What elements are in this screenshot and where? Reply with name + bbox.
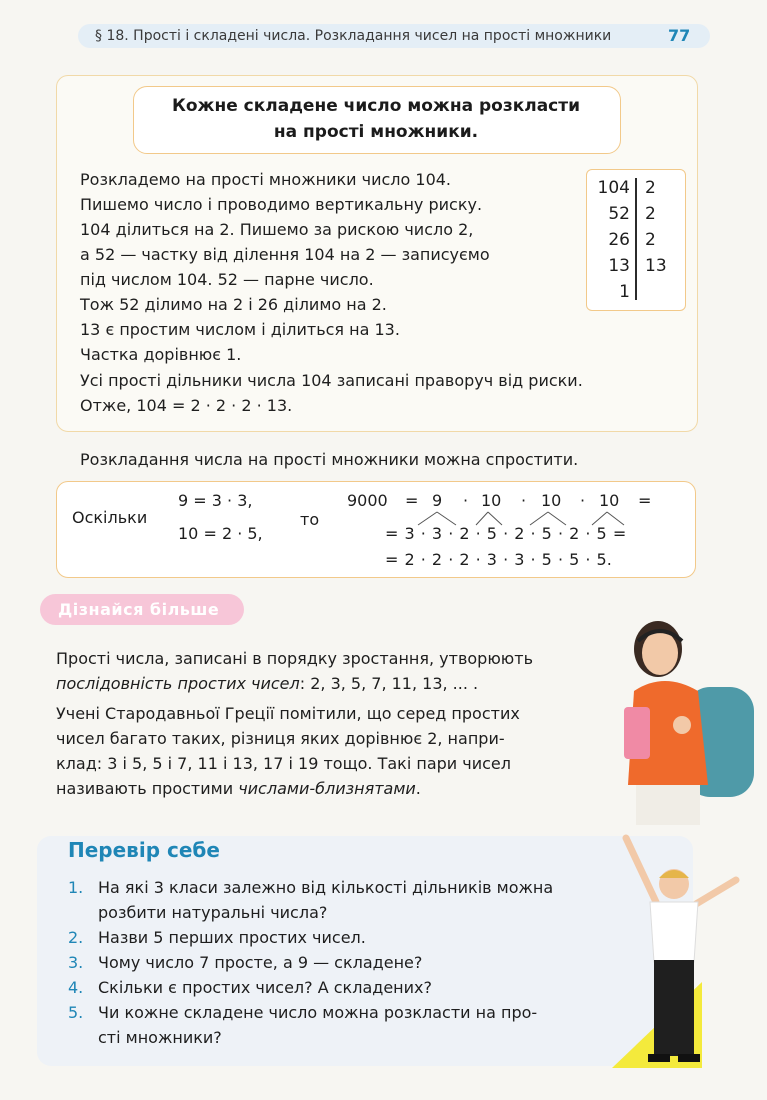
learn-more-label: Дізнайся більше bbox=[58, 600, 220, 619]
learn-more-line: Прості числа, записані в порядку зростання, утворюють bbox=[56, 649, 534, 668]
explanation-line: а 52 — частку від ділення 104 на 2 — записуємо bbox=[80, 245, 490, 264]
text-span: . bbox=[415, 779, 421, 798]
rule-line-2: на прості множники. bbox=[273, 122, 479, 142]
girl-illustration bbox=[616, 615, 764, 827]
equation-9: 9 = 3 · 3, bbox=[178, 491, 253, 510]
row3-expression: = 2 · 2 · 2 · 3 · 3 · 5 · 5 · 5. bbox=[385, 550, 612, 569]
check-yourself-title: Перевір себе bbox=[68, 838, 220, 862]
section-title: § 18. Прості і складені числа. Розкладання чисел на прості множники bbox=[95, 28, 612, 44]
explanation-line: Частка дорівнює 1. bbox=[80, 345, 242, 364]
explanation-line: Усі прості дільники числа 104 записані праворуч від риски. bbox=[80, 371, 583, 390]
learn-more-line: чисел багато таких, різниця яких дорівнює 2, напри- bbox=[56, 729, 505, 748]
equation-10: 10 = 2 · 5, bbox=[178, 524, 263, 543]
row1-token: · bbox=[463, 491, 469, 510]
since-label: Оскільки bbox=[72, 508, 148, 527]
page-number: 77 bbox=[668, 26, 691, 45]
italic-term: послідовність простих чисел bbox=[56, 674, 300, 693]
explanation-line: Отже, 104 = 2 · 2 · 2 · 13. bbox=[80, 396, 293, 415]
sequence-text: : 2, 3, 5, 7, 11, 13, ... . bbox=[299, 674, 479, 693]
explanation-line: 104 ділиться на 2. Пишемо за рискою число 2, bbox=[80, 220, 474, 239]
factor-left: 1 bbox=[619, 282, 630, 302]
text-span: називають простими bbox=[56, 779, 239, 798]
simplify-text: Розкладання числа на прості множники можна спростити. bbox=[80, 450, 579, 469]
factor-right: 2 bbox=[645, 230, 656, 250]
row1-token: 9000 bbox=[347, 491, 388, 510]
factor-left: 104 bbox=[597, 178, 630, 198]
explanation-line: Тож 52 ділимо на 2 і 26 ділимо на 2. bbox=[80, 295, 387, 314]
row1-token: · bbox=[521, 491, 527, 510]
row1-token: = bbox=[405, 491, 419, 510]
row1-token: 10 bbox=[599, 491, 620, 510]
question-text: Скільки є простих чисел? А складених? bbox=[98, 978, 432, 997]
learn-more-line: клад: 3 і 5, 5 і 7, 11 і 13, 17 і 19 тощо. Такі пари чисел bbox=[56, 754, 511, 773]
row1-token: = bbox=[638, 491, 652, 510]
question-number: 4. bbox=[68, 978, 84, 997]
row1-token: 10 bbox=[481, 491, 502, 510]
question-number: 5. bbox=[68, 1003, 84, 1022]
factor-left: 52 bbox=[608, 204, 630, 224]
explanation-line: Пишемо число і проводимо вертикальну риску. bbox=[80, 195, 483, 214]
question-number: 1. bbox=[68, 878, 84, 897]
italic-term: числами-близнятами bbox=[238, 779, 416, 798]
explanation-line: під числом 104. 52 — парне число. bbox=[80, 270, 374, 289]
question-text: Чому число 7 просте, а 9 — складене? bbox=[98, 953, 423, 972]
learn-more-line: Учені Стародавньої Греції помітили, що серед простих bbox=[56, 704, 520, 723]
factor-right: 13 bbox=[645, 256, 667, 276]
boy-illustration bbox=[612, 832, 752, 1068]
row1-token: 10 bbox=[541, 491, 562, 510]
question-number: 2. bbox=[68, 928, 84, 947]
vertical-bar bbox=[635, 178, 637, 300]
rule-line-1: Кожне складене число можна розкласти bbox=[171, 96, 581, 116]
factor-left: 13 bbox=[608, 256, 630, 276]
learn-more-line bbox=[56, 671, 478, 696]
question-text: Чи кожне складене число можна розкласти на про- bbox=[98, 1003, 538, 1022]
question-text: На які 3 класи залежно від кількості дільників можна bbox=[98, 878, 554, 897]
explanation-line: Розкладемо на прості множники число 104. bbox=[80, 170, 452, 189]
row1-token: 9 bbox=[432, 491, 443, 510]
explanation-line: 13 є простим числом і ділиться на 13. bbox=[80, 320, 400, 339]
then-label: то bbox=[300, 510, 320, 529]
factor-left: 26 bbox=[608, 230, 630, 250]
row2-expression: = 3 · 3 · 2 · 5 · 2 · 5 · 2 · 5 = bbox=[385, 524, 627, 543]
question-text: розбити натуральні числа? bbox=[98, 903, 328, 922]
question-number: 3. bbox=[68, 953, 84, 972]
learn-more-line bbox=[56, 776, 421, 801]
factor-right: 2 bbox=[645, 204, 656, 224]
question-text: сті множники? bbox=[98, 1028, 222, 1047]
question-text: Назви 5 перших простих чисел. bbox=[98, 928, 366, 947]
row1-token: · bbox=[580, 491, 586, 510]
factor-right: 2 bbox=[645, 178, 656, 198]
